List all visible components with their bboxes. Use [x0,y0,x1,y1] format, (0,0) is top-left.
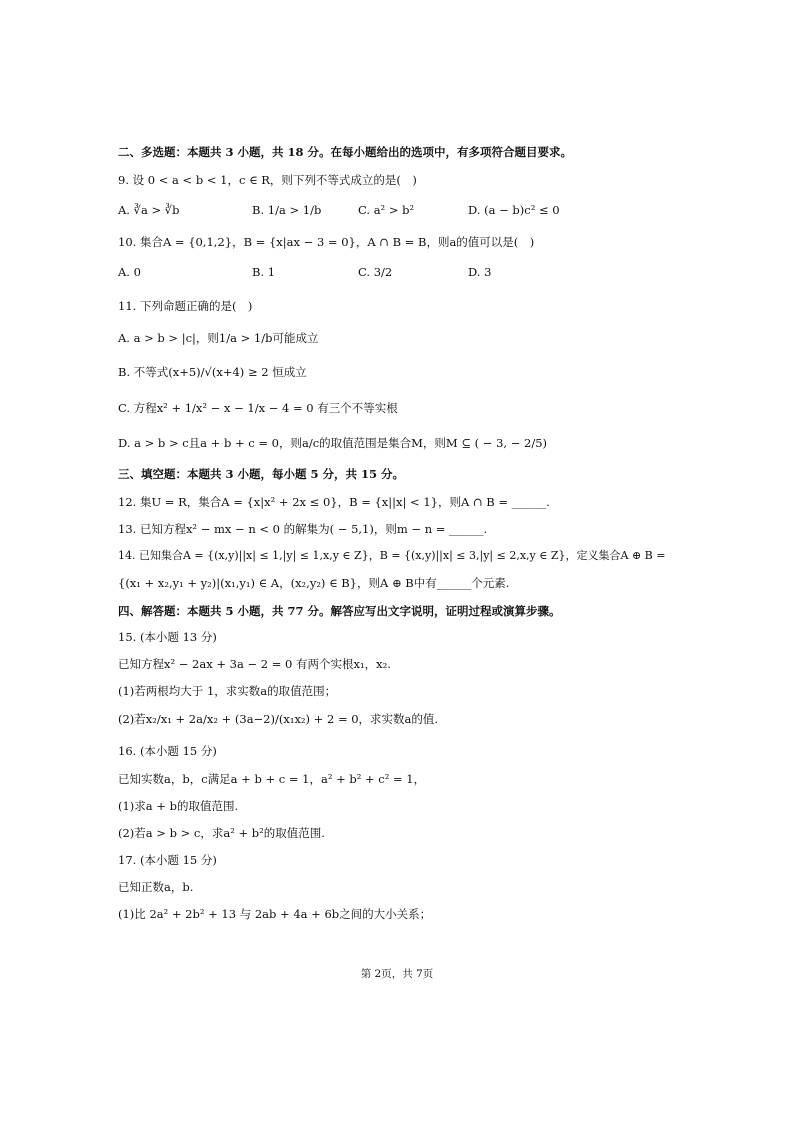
section-heading-solutions: 四、解答题：本题共 5 小题，共 77 分。解答应写出文字说明，证明过程或演算步骤。 [118,604,561,618]
question-11-stem: 11. 下列命题正确的是( ) [118,299,253,313]
question-14-line-1: 14. 已知集合A = {(x,y)||x| ≤ 1,|y| ≤ 1,x,y ∈ Z}，B = {(x,y)||x| ≤ 3,|y| ≤ 2,x,y ∈ Z}，定义集合A ⊕ B = [118,549,666,562]
question-11-option-d: D. a > b > c且a + b + c = 0，则a/c的取值范围是集合M，则M ⊆ ( − 3, − 2/5) [118,436,548,450]
question-16-line: 已知实数a，b，c满足a + b + c = 1，a² + b² + c² = 1， [118,772,426,786]
question-13: 13. 已知方程x² − mx − n < 0 的解集为( − 5,1)，则m − n = ______. [118,522,488,536]
question-10-option-d: D. 3 [468,265,492,279]
question-9-option-c: C. a² > b² [358,203,415,217]
question-15-line: (1)若两根均大于 1，求实数a的取值范围； [118,684,337,698]
question-17-line: 已知正数a，b. [118,880,194,894]
question-10-option-a: A. 0 [118,265,141,279]
question-16-line: (1)求a + b的取值范围. [118,799,239,813]
question-15-line: 已知方程x² − 2ax + 3a − 2 = 0 有两个实根x₁，x₂. [118,657,391,671]
question-12: 12. 集U = R，集合A = {x|x² + 2x ≤ 0}，B = {x||x| < 1}，则A ∩ B = ______. [118,495,550,509]
page-number-footer: 第 2页，共 7页 [360,968,434,980]
question-10-option-c: C. 3/2 [358,265,393,279]
question-9-stem: 9. 设 0 < a < b < 1，c ∈ R，则下列不等式成立的是( ) [118,173,417,187]
question-15-line: (2)若x₂/x₁ + 2a/x₂ + (3a−2)/(x₁x₂) + 2 = 0，求实数a的值. [118,712,439,726]
question-10-stem: 10. 集合A = {0,1,2}，B = {x|ax − 3 = 0}，A ∩ B = B，则a的值可以是( ) [118,235,535,249]
question-15-title: 15. (本小题 13 分) [118,630,217,644]
question-10-option-b: B. 1 [252,265,276,279]
question-16-line: (2)若a > b > c，求a² + b²的取值范围. [118,826,325,840]
question-17-title: 17. (本小题 15 分) [118,853,217,867]
question-11-option-a: A. a > b > |c|，则1/a > 1/b可能成立 [118,331,319,345]
question-11-option-c: C. 方程x² + 1/x² − x − 1/x − 4 = 0 有三个不等实根 [118,401,398,415]
question-17-line: (1)比 2a² + 2b² + 13 与 2ab + 4a + 6b之间的大小关系； [118,907,432,921]
section-heading-multiple-choice: 二、多选题：本题共 3 小题，共 18 分。在每小题给出的选项中，有多项符合题目要求。 [118,145,573,159]
section-heading-fill-in: 三、填空题：本题共 3 小题，每小题 5 分，共 15 分。 [118,467,405,481]
question-11-option-b: B. 不等式(x+5)/√(x+4) ≥ 2 恒成立 [118,365,307,379]
question-16-title: 16. (本小题 15 分) [118,744,217,758]
question-9-option-d: D. (a − b)c² ≤ 0 [468,203,560,217]
question-9-option-a: A. ∛a > ∛b [118,203,180,217]
question-9-option-b: B. 1/a > 1/b [252,203,322,217]
question-14-line-2: {(x₁ + x₂,y₁ + y₂)|(x₁,y₁) ∈ A，(x₂,y₂) ∈ B}，则A ⊕ B中有______个元素. [118,576,510,590]
